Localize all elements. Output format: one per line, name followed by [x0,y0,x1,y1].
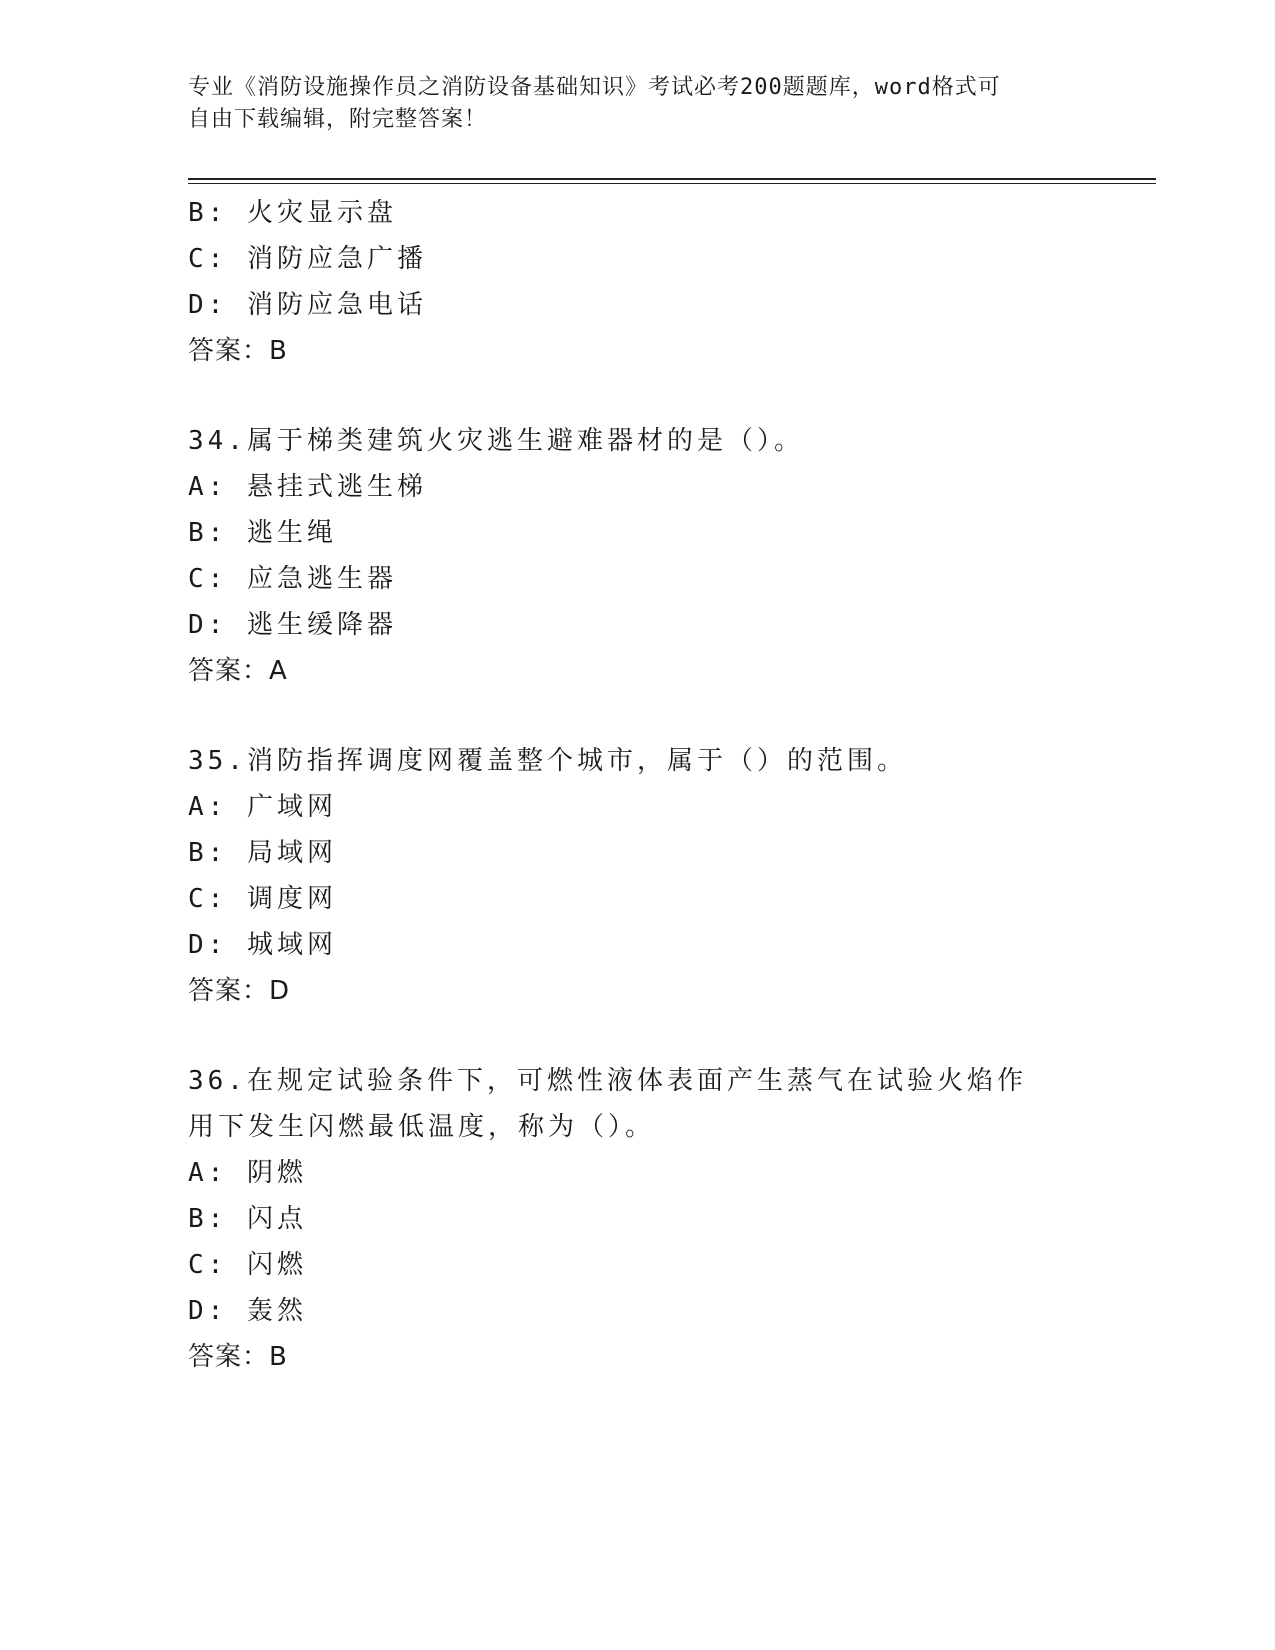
option-d: D: 消防应急电话 [188,290,427,320]
header-line-1: 专业《消防设施操作员之消防设备基础知识》考试必考200题题库，word格式可 [188,75,1001,100]
answer-line: 答案：B [188,1342,288,1372]
header-line-2: 自由下载编辑，附完整答案！ [188,107,488,132]
spacer [188,1014,1088,1058]
option-c: C: 调度网 [188,884,337,914]
question-stem: 35.消防指挥调度网覆盖整个城市，属于（）的范围。 [188,746,907,776]
header-rule-thin [188,183,1156,184]
option-d: D: 逃生缓降器 [188,610,397,640]
option-b: B: 火灾显示盘 [188,198,397,228]
option-c: C: 闪燃 [188,1250,307,1280]
option-a: A: 悬挂式逃生梯 [188,472,427,502]
option-b: B: 闪点 [188,1204,307,1234]
option-d: D: 轰然 [188,1296,307,1326]
option-c: C: 消防应急广播 [188,244,427,274]
option-b: B: 局域网 [188,838,337,868]
option-c: C: 应急逃生器 [188,564,397,594]
question-list [188,190,1088,1380]
question-stem: 34.属于梯类建筑火灾逃生避难器材的是（）。 [188,426,804,456]
option-a: A: 广域网 [188,792,337,822]
answer-line: 答案：B [188,336,288,366]
document-header [188,72,1088,136]
question-33-partial [188,190,1088,374]
question-stem: 36.在规定试验条件下，可燃性液体表面产生蒸气在试验火焰作用下发生闪燃最低温度，称为（）。 [188,1066,1027,1142]
header-rule-thick [188,178,1156,180]
option-b: B: 逃生绳 [188,518,337,548]
question-36 [188,1058,1088,1380]
question-35 [188,738,1088,1014]
answer-line: 答案：D [188,976,291,1006]
question-34 [188,418,1088,694]
answer-line: 答案：A [188,656,288,686]
spacer [188,694,1088,738]
spacer [188,374,1088,418]
option-d: D: 城域网 [188,930,337,960]
option-a: A: 阴燃 [188,1158,307,1188]
